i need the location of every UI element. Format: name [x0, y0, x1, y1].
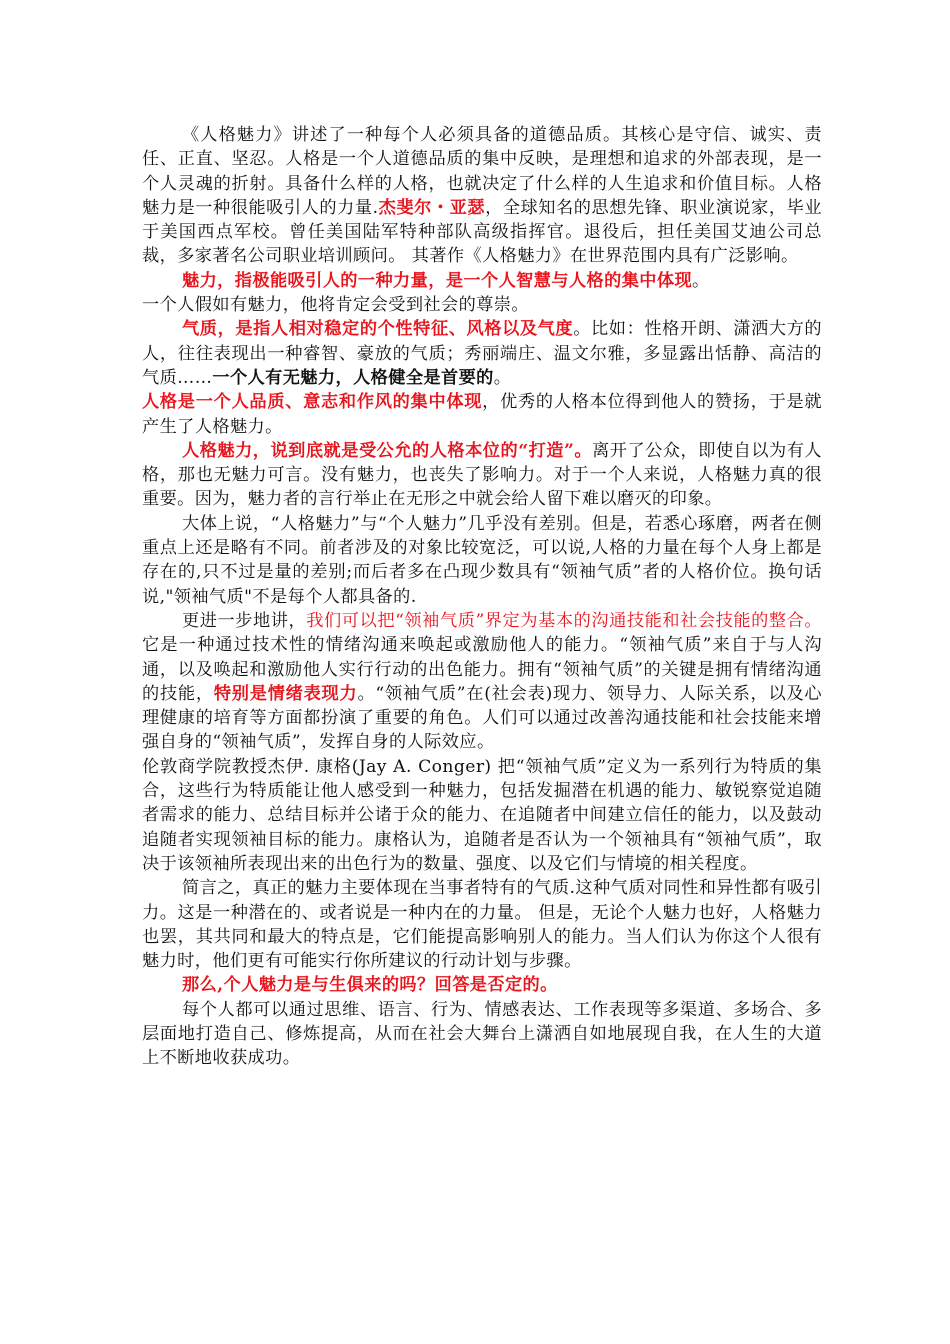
forging-highlight: 人格魅力，说到底就是受公允的人格本位的“打造”。 — [182, 440, 593, 461]
paragraph-comparison — [142, 512, 822, 609]
expressiveness-highlight: 特别是情绪表现力 — [213, 683, 358, 704]
leadership-definition-highlight: 我们可以把“领袖气质”界定为基本的沟通技能和社会技能的整合。 — [306, 610, 822, 631]
text-segment: 每个人都可以通过思维、语言、行为、情感表达、工作表现等多渠道、多场合、多层面地打造自己、修炼提高，从而在社会大舞台上潇洒自如地展现自我，在人生的大道上不断地收获成功。 — [142, 999, 822, 1069]
text-segment: ，全球知名的思想先锋、职业演说家，毕业于美国西点军校。曾任美国陆军特种部队高级指挥官。退役后，担任美国艾迪公司总裁，多家著名公司职业培训顾问。 其著作《人格魅力》在世界范围内具有广泛影响。 — [142, 197, 822, 267]
personality-definition-highlight: 人格是一个人品质、意志和作风的集中体现 — [142, 392, 483, 413]
paragraph-forging — [142, 439, 822, 512]
question-highlight: 那么,个人魅力是与生俱来的吗？回答是否定的。 — [182, 975, 558, 996]
paragraph-summary — [142, 876, 822, 973]
author-name-highlight: 杰斐尔・亚瑟 — [378, 197, 486, 218]
temperament-definition-highlight: 气质，是指人相对稳定的个性特征、风格以及气度 — [182, 319, 574, 340]
text-segment: 它是一种通过技术性的情绪沟通来唤起或激励他人的能力。“领袖气质”来自于与人沟通，以及唤起和激励他人实行行动的出色能力。拥有“领袖气质”的关键是拥有情绪沟通的技能， — [142, 635, 822, 704]
paragraph-conclusion — [142, 998, 822, 1071]
text-segment: 伦敦商学院教授杰伊. 康格(Jay A. Conger) 把“领袖气质”定义为一系列行为特质的集合，这些行为特质能让他人感受到一种魅力，包括发掘潜在机遇的能力、敏锐察觉追随者需求的能力、总结目标并公诸于众的能力、在追随者中间建立信任的能力，以及鼓动追随者实现领袖目标的能力。康格认为，追随者是否认为一个领袖具有“领袖气质”，取决于该领袖所表现出来的出色行为的数量、强度、以及它们与情境的相关程度。 — [142, 756, 822, 874]
paragraph-intro — [142, 123, 822, 269]
paragraph-question — [142, 973, 822, 997]
paragraph-respect — [142, 293, 822, 317]
text-segment: 更进一步地讲， — [182, 610, 307, 631]
text-segment: 《人格魅力》讲述了一种每个人必须具备的道德品质。其核心是守信、诚实、责任、正直、坚忍。人格是一个人道德品质的集中反映，是理想和追求的外部表现，是一个人灵魂的折射。具备什么样的人格，也就决定了什么样的人生追求和价值目标。人格魅力是一种很能吸引人的力量. — [142, 125, 822, 218]
text-segment: 一个人假如有魅力，他将肯定会受到社会的尊崇。 — [142, 295, 529, 316]
paragraph-temperament — [142, 317, 822, 390]
document-body — [142, 123, 822, 1071]
text-segment: 。“领袖气质”在(社会表)现力、领导力、人际关系，以及心理健康的培育等方面都扮演了重要的角色。人们可以通过改善沟通技能和社会技能来增强自身的“领袖气质”，发挥自身的人际效应。 — [142, 683, 822, 753]
charm-definition-highlight: 魅力，指极能吸引人的一种力量，是一个人智慧与人格的集中体现 — [182, 270, 693, 291]
paragraph-charm-definition — [142, 269, 822, 293]
text-segment: 。比如：性格开朗、潇洒大方的人，往往表现出一种睿智、豪放的气质；秀丽端庄、温文尔雅，多显露出恬静、高洁的气质…… — [142, 319, 822, 388]
paragraph-leadership — [142, 609, 822, 755]
personality-sound-bold: 一个人有无魅力，人格健全是首要的 — [212, 367, 494, 388]
text-segment: 简言之，真正的魅力主要体现在当事者特有的气质.这种气质对同性和异性都有吸引力。这是一种潜在的、或者说是一种内在的力量。 但是，无论个人魅力也好，人格魅力也罢，其共同和最大的特点是，它们能提高影响别人的能力。当人们认为你这个人很有魅力时，他们更有可能实行你所建议的行动计划与步骤。 — [142, 878, 822, 972]
text-segment: ，优秀的人格本位得到他人的赞扬，于是就产生了人格魅力。 — [142, 392, 822, 437]
text-segment: 大体上说，“人格魅力”与“个人魅力”几乎没有差别。但是，若悉心琢磨，两者在侧重点上还是略有不同。前者涉及的对象比较宽泛，可以说,人格的力量在每个人身上都是存在的,只不过是量的差别;而后者多在凸现少数具有“领袖气质”者的人格价位。换句话说,"领袖气质"不是每个人都具备的. — [142, 513, 822, 607]
paragraph-personality — [142, 390, 822, 439]
paragraph-conger — [142, 755, 822, 876]
text-segment: 。 — [692, 270, 710, 291]
text-segment: 。 — [493, 367, 512, 388]
text-segment: 离开了公众，即使自以为有人格，那也无魅力可言。没有魅力，也丧失了影响力。对于一个人来说，人格魅力真的很重要。因为，魅力者的言行举止在无形之中就会给人留下难以磨灭的印象。 — [142, 440, 823, 510]
